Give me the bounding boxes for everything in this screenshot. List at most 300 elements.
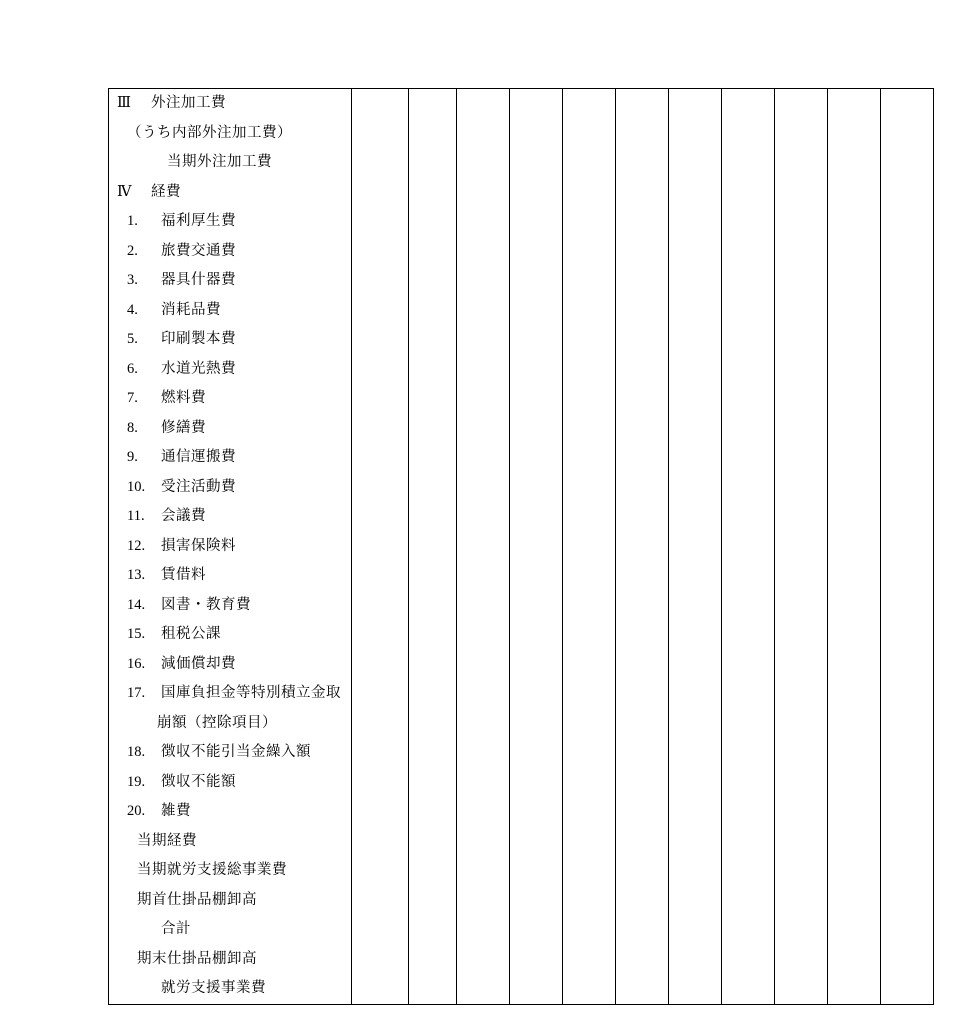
amount-cell[interactable] (881, 827, 934, 857)
amount-cell[interactable] (881, 296, 934, 326)
amount-cell[interactable] (775, 532, 828, 562)
amount-cell[interactable] (409, 414, 457, 444)
amount-cell[interactable] (616, 679, 669, 709)
amount-cell[interactable] (457, 532, 510, 562)
amount-cell[interactable] (669, 945, 722, 975)
amount-cell[interactable] (828, 443, 881, 473)
amount-cell[interactable] (409, 945, 457, 975)
amount-cell[interactable] (775, 620, 828, 650)
amount-cell[interactable] (457, 473, 510, 503)
amount-cell[interactable] (828, 591, 881, 621)
amount-cell[interactable] (722, 207, 775, 237)
amount-cell[interactable] (563, 561, 616, 591)
amount-cell[interactable] (775, 89, 828, 119)
amount-cell[interactable] (775, 709, 828, 739)
amount-cell[interactable] (881, 709, 934, 739)
amount-cell[interactable] (457, 738, 510, 768)
amount-cell[interactable] (828, 886, 881, 916)
amount-cell[interactable] (722, 945, 775, 975)
amount-cell[interactable] (828, 119, 881, 149)
amount-cell[interactable] (775, 827, 828, 857)
amount-cell[interactable] (457, 178, 510, 208)
amount-cell[interactable] (352, 355, 409, 385)
amount-cell[interactable] (828, 89, 881, 119)
amount-cell[interactable] (409, 355, 457, 385)
amount-cell[interactable] (352, 532, 409, 562)
amount-cell[interactable] (828, 296, 881, 326)
amount-cell[interactable] (352, 886, 409, 916)
amount-cell[interactable] (828, 738, 881, 768)
amount-cell[interactable] (616, 886, 669, 916)
amount-cell[interactable] (775, 384, 828, 414)
amount-cell[interactable] (563, 119, 616, 149)
amount-cell[interactable] (881, 178, 934, 208)
amount-cell[interactable] (510, 266, 563, 296)
amount-cell[interactable] (352, 414, 409, 444)
amount-cell[interactable] (457, 974, 510, 1004)
amount-cell[interactable] (669, 768, 722, 798)
amount-cell[interactable] (722, 325, 775, 355)
amount-cell[interactable] (409, 974, 457, 1004)
amount-cell[interactable] (616, 532, 669, 562)
amount-cell[interactable] (881, 620, 934, 650)
amount-cell[interactable] (775, 738, 828, 768)
amount-cell[interactable] (510, 119, 563, 149)
amount-cell[interactable] (669, 797, 722, 827)
amount-cell[interactable] (669, 679, 722, 709)
amount-cell[interactable] (881, 768, 934, 798)
amount-cell[interactable] (828, 709, 881, 739)
amount-cell[interactable] (881, 207, 934, 237)
amount-cell[interactable] (352, 768, 409, 798)
amount-cell[interactable] (669, 266, 722, 296)
amount-cell[interactable] (775, 148, 828, 178)
amount-cell[interactable] (563, 325, 616, 355)
amount-cell[interactable] (563, 709, 616, 739)
amount-cell[interactable] (828, 355, 881, 385)
amount-cell[interactable] (409, 325, 457, 355)
amount-cell[interactable] (457, 89, 510, 119)
amount-cell[interactable] (722, 266, 775, 296)
amount-cell[interactable] (828, 945, 881, 975)
amount-cell[interactable] (669, 119, 722, 149)
amount-cell[interactable] (775, 974, 828, 1004)
amount-cell[interactable] (510, 443, 563, 473)
amount-cell[interactable] (828, 827, 881, 857)
amount-cell[interactable] (409, 89, 457, 119)
amount-cell[interactable] (722, 738, 775, 768)
amount-cell[interactable] (616, 207, 669, 237)
amount-cell[interactable] (352, 827, 409, 857)
amount-cell[interactable] (828, 620, 881, 650)
amount-cell[interactable] (616, 414, 669, 444)
amount-cell[interactable] (722, 679, 775, 709)
amount-cell[interactable] (510, 561, 563, 591)
amount-cell[interactable] (510, 915, 563, 945)
amount-cell[interactable] (669, 237, 722, 267)
amount-cell[interactable] (409, 148, 457, 178)
amount-cell[interactable] (616, 89, 669, 119)
amount-cell[interactable] (563, 945, 616, 975)
amount-cell[interactable] (669, 827, 722, 857)
amount-cell[interactable] (352, 974, 409, 1004)
amount-cell[interactable] (510, 502, 563, 532)
amount-cell[interactable] (828, 502, 881, 532)
amount-cell[interactable] (563, 886, 616, 916)
amount-cell[interactable] (722, 296, 775, 326)
amount-cell[interactable] (722, 827, 775, 857)
amount-cell[interactable] (616, 266, 669, 296)
amount-cell[interactable] (457, 384, 510, 414)
amount-cell[interactable] (510, 620, 563, 650)
amount-cell[interactable] (828, 207, 881, 237)
amount-cell[interactable] (563, 414, 616, 444)
amount-cell[interactable] (881, 473, 934, 503)
amount-cell[interactable] (616, 650, 669, 680)
amount-cell[interactable] (775, 945, 828, 975)
amount-cell[interactable] (722, 974, 775, 1004)
amount-cell[interactable] (352, 237, 409, 267)
amount-cell[interactable] (409, 532, 457, 562)
amount-cell[interactable] (616, 148, 669, 178)
amount-cell[interactable] (409, 473, 457, 503)
amount-cell[interactable] (828, 414, 881, 444)
amount-cell[interactable] (352, 561, 409, 591)
amount-cell[interactable] (775, 856, 828, 886)
amount-cell[interactable] (722, 915, 775, 945)
amount-cell[interactable] (616, 443, 669, 473)
amount-cell[interactable] (457, 886, 510, 916)
amount-cell[interactable] (881, 443, 934, 473)
amount-cell[interactable] (616, 591, 669, 621)
amount-cell[interactable] (881, 325, 934, 355)
amount-cell[interactable] (510, 325, 563, 355)
amount-cell[interactable] (563, 473, 616, 503)
amount-cell[interactable] (669, 355, 722, 385)
amount-cell[interactable] (828, 768, 881, 798)
amount-cell[interactable] (722, 178, 775, 208)
amount-cell[interactable] (669, 296, 722, 326)
amount-cell[interactable] (881, 355, 934, 385)
amount-cell[interactable] (409, 768, 457, 798)
amount-cell[interactable] (352, 296, 409, 326)
amount-cell[interactable] (352, 325, 409, 355)
amount-cell[interactable] (352, 945, 409, 975)
amount-cell[interactable] (722, 856, 775, 886)
amount-cell[interactable] (563, 148, 616, 178)
amount-cell[interactable] (457, 119, 510, 149)
amount-cell[interactable] (510, 148, 563, 178)
amount-cell[interactable] (669, 532, 722, 562)
amount-cell[interactable] (775, 650, 828, 680)
amount-cell[interactable] (828, 797, 881, 827)
amount-cell[interactable] (881, 945, 934, 975)
amount-cell[interactable] (352, 679, 409, 709)
amount-cell[interactable] (881, 89, 934, 119)
amount-cell[interactable] (457, 266, 510, 296)
amount-cell[interactable] (457, 856, 510, 886)
amount-cell[interactable] (775, 119, 828, 149)
amount-cell[interactable] (775, 679, 828, 709)
amount-cell[interactable] (409, 709, 457, 739)
amount-cell[interactable] (881, 679, 934, 709)
amount-cell[interactable] (352, 915, 409, 945)
amount-cell[interactable] (616, 620, 669, 650)
amount-cell[interactable] (881, 650, 934, 680)
amount-cell[interactable] (409, 502, 457, 532)
amount-cell[interactable] (563, 237, 616, 267)
amount-cell[interactable] (563, 974, 616, 1004)
amount-cell[interactable] (828, 856, 881, 886)
amount-cell[interactable] (722, 591, 775, 621)
amount-cell[interactable] (669, 915, 722, 945)
amount-cell[interactable] (563, 915, 616, 945)
amount-cell[interactable] (352, 207, 409, 237)
amount-cell[interactable] (510, 856, 563, 886)
amount-cell[interactable] (510, 355, 563, 385)
amount-cell[interactable] (616, 945, 669, 975)
amount-cell[interactable] (722, 237, 775, 267)
amount-cell[interactable] (352, 178, 409, 208)
amount-cell[interactable] (722, 797, 775, 827)
amount-cell[interactable] (510, 178, 563, 208)
amount-cell[interactable] (563, 827, 616, 857)
amount-cell[interactable] (881, 237, 934, 267)
amount-cell[interactable] (669, 709, 722, 739)
amount-cell[interactable] (457, 207, 510, 237)
amount-cell[interactable] (616, 473, 669, 503)
amount-cell[interactable] (409, 296, 457, 326)
amount-cell[interactable] (669, 620, 722, 650)
amount-cell[interactable] (457, 650, 510, 680)
amount-cell[interactable] (352, 119, 409, 149)
amount-cell[interactable] (616, 915, 669, 945)
amount-cell[interactable] (669, 974, 722, 1004)
amount-cell[interactable] (722, 650, 775, 680)
amount-cell[interactable] (881, 414, 934, 444)
amount-cell[interactable] (457, 620, 510, 650)
amount-cell[interactable] (563, 355, 616, 385)
amount-cell[interactable] (722, 89, 775, 119)
amount-cell[interactable] (510, 974, 563, 1004)
amount-cell[interactable] (775, 325, 828, 355)
amount-cell[interactable] (563, 502, 616, 532)
amount-cell[interactable] (828, 915, 881, 945)
amount-cell[interactable] (828, 974, 881, 1004)
amount-cell[interactable] (352, 650, 409, 680)
amount-cell[interactable] (457, 237, 510, 267)
amount-cell[interactable] (563, 532, 616, 562)
amount-cell[interactable] (881, 266, 934, 296)
amount-cell[interactable] (563, 207, 616, 237)
amount-cell[interactable] (828, 148, 881, 178)
amount-cell[interactable] (775, 237, 828, 267)
amount-cell[interactable] (409, 119, 457, 149)
amount-cell[interactable] (881, 532, 934, 562)
amount-cell[interactable] (457, 414, 510, 444)
amount-cell[interactable] (409, 650, 457, 680)
amount-cell[interactable] (563, 738, 616, 768)
amount-cell[interactable] (616, 355, 669, 385)
amount-cell[interactable] (510, 650, 563, 680)
amount-cell[interactable] (616, 974, 669, 1004)
amount-cell[interactable] (722, 443, 775, 473)
amount-cell[interactable] (352, 620, 409, 650)
amount-cell[interactable] (775, 266, 828, 296)
amount-cell[interactable] (722, 502, 775, 532)
amount-cell[interactable] (881, 384, 934, 414)
amount-cell[interactable] (352, 797, 409, 827)
amount-cell[interactable] (457, 355, 510, 385)
amount-cell[interactable] (722, 119, 775, 149)
amount-cell[interactable] (352, 266, 409, 296)
amount-cell[interactable] (409, 207, 457, 237)
amount-cell[interactable] (409, 679, 457, 709)
amount-cell[interactable] (510, 886, 563, 916)
amount-cell[interactable] (457, 709, 510, 739)
amount-cell[interactable] (510, 738, 563, 768)
amount-cell[interactable] (828, 266, 881, 296)
amount-cell[interactable] (352, 473, 409, 503)
amount-cell[interactable] (828, 650, 881, 680)
amount-cell[interactable] (775, 915, 828, 945)
amount-cell[interactable] (616, 119, 669, 149)
amount-cell[interactable] (510, 532, 563, 562)
amount-cell[interactable] (775, 473, 828, 503)
amount-cell[interactable] (775, 296, 828, 326)
amount-cell[interactable] (669, 473, 722, 503)
amount-cell[interactable] (510, 827, 563, 857)
amount-cell[interactable] (409, 827, 457, 857)
amount-cell[interactable] (881, 561, 934, 591)
amount-cell[interactable] (669, 738, 722, 768)
amount-cell[interactable] (510, 473, 563, 503)
amount-cell[interactable] (722, 414, 775, 444)
amount-cell[interactable] (563, 443, 616, 473)
amount-cell[interactable] (775, 561, 828, 591)
amount-cell[interactable] (775, 502, 828, 532)
amount-cell[interactable] (457, 945, 510, 975)
amount-cell[interactable] (775, 207, 828, 237)
amount-cell[interactable] (457, 768, 510, 798)
amount-cell[interactable] (828, 473, 881, 503)
amount-cell[interactable] (457, 915, 510, 945)
amount-cell[interactable] (563, 650, 616, 680)
amount-cell[interactable] (563, 296, 616, 326)
amount-cell[interactable] (510, 237, 563, 267)
amount-cell[interactable] (722, 384, 775, 414)
amount-cell[interactable] (457, 561, 510, 591)
amount-cell[interactable] (616, 237, 669, 267)
amount-cell[interactable] (828, 561, 881, 591)
amount-cell[interactable] (616, 178, 669, 208)
amount-cell[interactable] (510, 679, 563, 709)
amount-cell[interactable] (616, 768, 669, 798)
amount-cell[interactable] (409, 856, 457, 886)
amount-cell[interactable] (563, 620, 616, 650)
amount-cell[interactable] (669, 650, 722, 680)
amount-cell[interactable] (457, 827, 510, 857)
amount-cell[interactable] (669, 591, 722, 621)
amount-cell[interactable] (881, 856, 934, 886)
amount-cell[interactable] (722, 148, 775, 178)
amount-cell[interactable] (457, 443, 510, 473)
amount-cell[interactable] (669, 148, 722, 178)
amount-cell[interactable] (457, 325, 510, 355)
amount-cell[interactable] (563, 384, 616, 414)
amount-cell[interactable] (669, 443, 722, 473)
amount-cell[interactable] (669, 561, 722, 591)
amount-cell[interactable] (510, 207, 563, 237)
amount-cell[interactable] (409, 915, 457, 945)
amount-cell[interactable] (881, 915, 934, 945)
amount-cell[interactable] (828, 532, 881, 562)
amount-cell[interactable] (352, 591, 409, 621)
amount-cell[interactable] (881, 591, 934, 621)
amount-cell[interactable] (563, 797, 616, 827)
amount-cell[interactable] (563, 679, 616, 709)
amount-cell[interactable] (775, 443, 828, 473)
amount-cell[interactable] (669, 89, 722, 119)
amount-cell[interactable] (457, 502, 510, 532)
amount-cell[interactable] (669, 178, 722, 208)
amount-cell[interactable] (669, 207, 722, 237)
amount-cell[interactable] (828, 237, 881, 267)
amount-cell[interactable] (881, 738, 934, 768)
amount-cell[interactable] (881, 797, 934, 827)
amount-cell[interactable] (616, 738, 669, 768)
amount-cell[interactable] (563, 768, 616, 798)
amount-cell[interactable] (722, 620, 775, 650)
amount-cell[interactable] (510, 591, 563, 621)
amount-cell[interactable] (722, 355, 775, 385)
amount-cell[interactable] (616, 325, 669, 355)
amount-cell[interactable] (409, 443, 457, 473)
amount-cell[interactable] (775, 797, 828, 827)
amount-cell[interactable] (409, 561, 457, 591)
amount-cell[interactable] (510, 384, 563, 414)
amount-cell[interactable] (510, 709, 563, 739)
amount-cell[interactable] (669, 856, 722, 886)
amount-cell[interactable] (563, 591, 616, 621)
amount-cell[interactable] (722, 886, 775, 916)
amount-cell[interactable] (352, 738, 409, 768)
amount-cell[interactable] (457, 797, 510, 827)
amount-cell[interactable] (352, 709, 409, 739)
amount-cell[interactable] (510, 296, 563, 326)
amount-cell[interactable] (669, 414, 722, 444)
amount-cell[interactable] (352, 89, 409, 119)
amount-cell[interactable] (881, 119, 934, 149)
amount-cell[interactable] (669, 384, 722, 414)
amount-cell[interactable] (881, 974, 934, 1004)
amount-cell[interactable] (722, 473, 775, 503)
amount-cell[interactable] (669, 886, 722, 916)
amount-cell[interactable] (510, 797, 563, 827)
amount-cell[interactable] (616, 502, 669, 532)
amount-cell[interactable] (616, 561, 669, 591)
amount-cell[interactable] (352, 148, 409, 178)
amount-cell[interactable] (457, 591, 510, 621)
amount-cell[interactable] (409, 591, 457, 621)
amount-cell[interactable] (409, 266, 457, 296)
amount-cell[interactable] (563, 178, 616, 208)
amount-cell[interactable] (616, 797, 669, 827)
amount-cell[interactable] (722, 561, 775, 591)
amount-cell[interactable] (828, 178, 881, 208)
amount-cell[interactable] (457, 148, 510, 178)
amount-cell[interactable] (881, 502, 934, 532)
